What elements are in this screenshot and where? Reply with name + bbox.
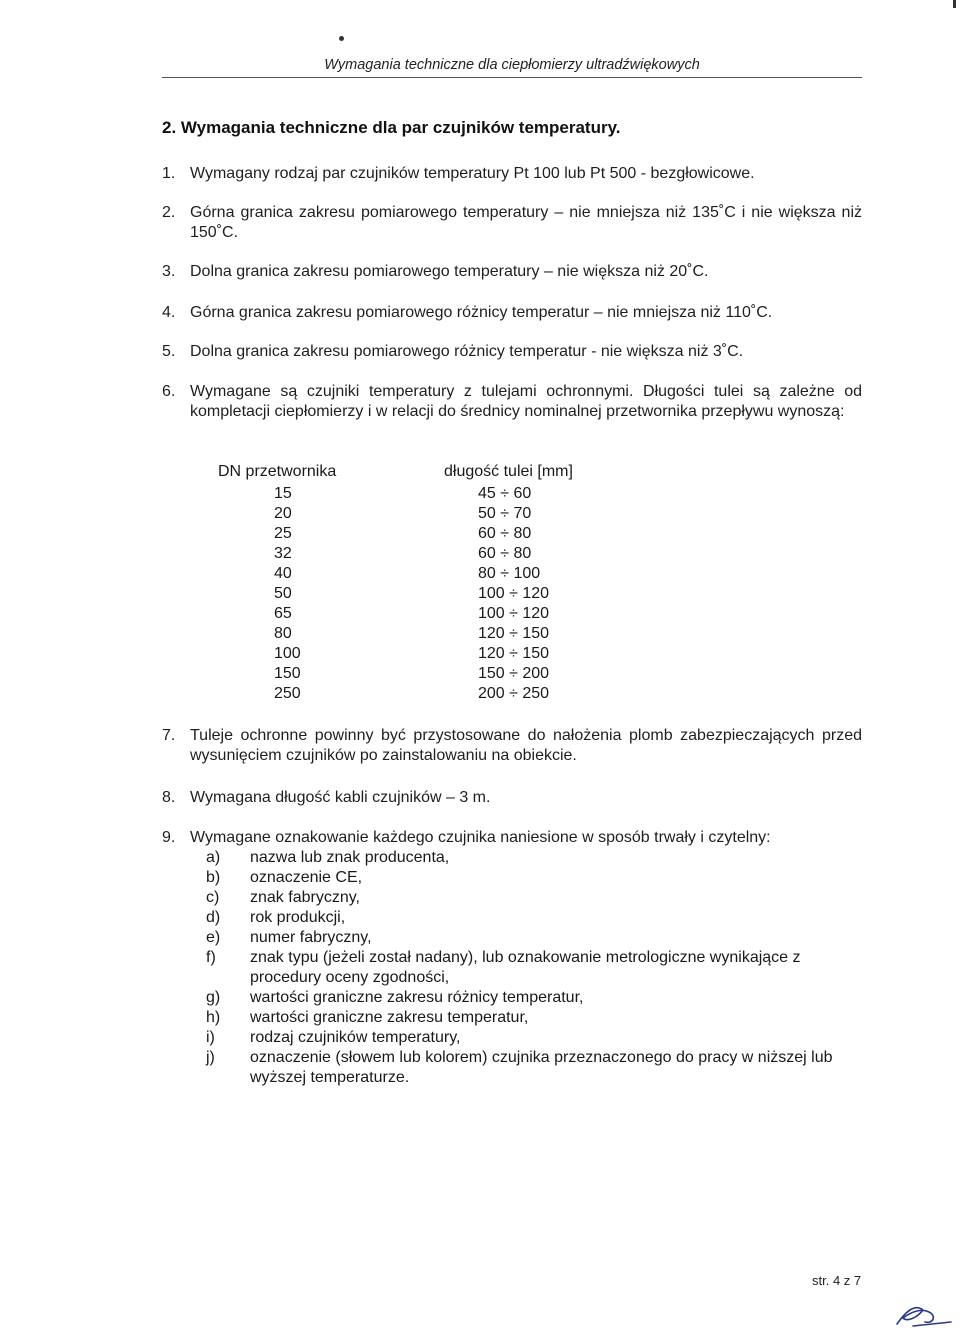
marking-subitem-f (206, 948, 866, 988)
dn-cell: 20 (274, 505, 292, 522)
item-number: 1. (162, 165, 176, 182)
table-header-dn: DN przetwornika (218, 463, 337, 480)
marking-subitem-a (206, 848, 866, 868)
item-text: Dolna granica zakresu pomiarowego temperatury – nie większa niż 20˚C. (190, 263, 709, 280)
subitem-text: wartości graniczne zakresu różnicy temperatur, (250, 989, 584, 1006)
requirement-item-1 (162, 164, 862, 184)
table-row (218, 684, 638, 704)
item-text: Wymagana długość kabli czujników – 3 m. (190, 789, 491, 806)
subitem-letter: a) (206, 849, 221, 866)
subitem-text: rodzaj czujników temperatury, (250, 1029, 461, 1046)
dn-cell: 65 (274, 605, 292, 622)
length-cell: 60 ÷ 80 (478, 525, 532, 542)
header-divider (162, 77, 862, 78)
dn-cell: 150 (274, 665, 301, 682)
page-number: str. 4 z 7 (812, 1273, 862, 1288)
subitem-text: wartości graniczne zakresu temperatur, (250, 1009, 529, 1026)
table-row (218, 664, 638, 684)
subitem-letter: d) (206, 909, 221, 926)
subitem-text: oznaczenie (słowem lub kolorem) czujnika przeznaczonego do pracy w niższej lub wyższej temperaturze. (250, 1049, 833, 1086)
length-cell: 100 ÷ 120 (478, 585, 550, 602)
marking-subitem-j (206, 1048, 866, 1088)
length-cell: 80 ÷ 100 (478, 565, 541, 582)
item-number: 2. (162, 204, 176, 221)
requirement-item-6 (162, 382, 862, 422)
subitem-letter: f) (206, 949, 216, 966)
table-row (218, 504, 638, 524)
subitem-text: numer fabryczny, (250, 929, 372, 946)
scan-edge-mark (953, 0, 956, 8)
dn-cell: 250 (274, 685, 301, 702)
subitem-text: znak typu (jeżeli został nadany), lub oznakowanie metrologiczne wynikające z procedury oceny zgodności, (250, 949, 801, 986)
length-cell: 150 ÷ 200 (478, 665, 550, 682)
subitem-letter: b) (206, 869, 221, 886)
length-cell: 120 ÷ 150 (478, 625, 550, 642)
subitem-letter: c) (206, 889, 220, 906)
dn-cell: 100 (274, 645, 301, 662)
dn-cell: 25 (274, 525, 292, 542)
page-header: Wymagania techniczne dla ciepłomierzy ultradźwiękowych (324, 57, 700, 73)
dn-cell: 32 (274, 545, 292, 562)
item-text: Wymagane są czujniki temperatury z tulejami ochronnymi. Długości tulei są zależne od kompletacji ciepłomierzy i w relacji do średnicy nominalnej przetwornika przepływu wynoszą: (190, 383, 862, 420)
item-number: 9. (162, 829, 176, 846)
table-row (218, 624, 638, 644)
requirement-item-5 (162, 342, 862, 362)
signature-icon (893, 1300, 953, 1330)
subitem-letter: i) (206, 1029, 215, 1046)
length-cell: 200 ÷ 250 (478, 685, 550, 702)
table-row (218, 484, 638, 504)
subitem-text: znak fabryczny, (250, 889, 360, 906)
table-row (218, 544, 638, 564)
requirement-item-3 (162, 262, 862, 282)
scan-speck (339, 36, 344, 41)
subitem-text: rok produkcji, (250, 909, 346, 926)
item-number: 7. (162, 727, 176, 744)
item-text: Wymagane oznakowanie każdego czujnika naniesione w sposób trwały i czytelny: (190, 829, 771, 846)
subitem-text: oznaczenie CE, (250, 869, 363, 886)
marking-subitem-d (206, 908, 866, 928)
length-cell: 60 ÷ 80 (478, 545, 532, 562)
item-text: Dolna granica zakresu pomiarowego różnicy temperatur - nie większa niż 3˚C. (190, 343, 744, 360)
dn-cell: 40 (274, 565, 292, 582)
table-row (218, 644, 638, 664)
length-cell: 100 ÷ 120 (478, 605, 550, 622)
marking-subitem-b (206, 868, 866, 888)
dn-cell: 15 (274, 485, 292, 502)
item-text: Górna granica zakresu pomiarowego temperatury – nie mniejsza niż 135˚C i nie większa niż 150˚C. (190, 204, 862, 241)
item-number: 5. (162, 343, 176, 360)
requirement-item-9 (162, 828, 862, 848)
item-number: 6. (162, 383, 176, 400)
table-row (218, 564, 638, 584)
requirement-item-2 (162, 203, 862, 243)
item-text: Wymagany rodzaj par czujników temperatury Pt 100 lub Pt 500 - bezgłowicowe. (190, 165, 755, 182)
subitem-letter: j) (206, 1049, 215, 1066)
marking-subitem-g (206, 988, 866, 1008)
subitem-letter: h) (206, 1009, 221, 1026)
subitem-text: nazwa lub znak producenta, (250, 849, 450, 866)
table-header-length: długość tulei [mm] (444, 463, 573, 480)
item-text: Tuleje ochronne powinny być przystosowane do nałożenia plomb zabezpieczających przed wysunięciem czujników po zainstalowaniu na obiekcie. (190, 727, 862, 764)
section-title: 2. Wymagania techniczne dla par czujników temperatury. (162, 118, 621, 137)
subitem-letter: g) (206, 989, 221, 1006)
marking-subitem-e (206, 928, 866, 948)
marking-subitem-i (206, 1028, 866, 1048)
item-number: 3. (162, 263, 176, 280)
marking-subitem-h (206, 1008, 866, 1028)
marking-subitem-c (206, 888, 866, 908)
item-number: 8. (162, 789, 176, 806)
table-row (218, 604, 638, 624)
requirement-item-8 (162, 788, 862, 808)
length-cell: 45 ÷ 60 (478, 485, 532, 502)
dn-cell: 80 (274, 625, 292, 642)
dn-cell: 50 (274, 585, 292, 602)
requirement-item-4 (162, 303, 862, 323)
item-number: 4. (162, 304, 176, 321)
requirement-item-7 (162, 726, 862, 766)
table-row (218, 524, 638, 544)
subitem-letter: e) (206, 929, 221, 946)
table-row (218, 584, 638, 604)
item-text: Górna granica zakresu pomiarowego różnicy temperatur – nie mniejsza niż 110˚C. (190, 304, 773, 321)
length-cell: 50 ÷ 70 (478, 505, 532, 522)
length-cell: 120 ÷ 150 (478, 645, 550, 662)
